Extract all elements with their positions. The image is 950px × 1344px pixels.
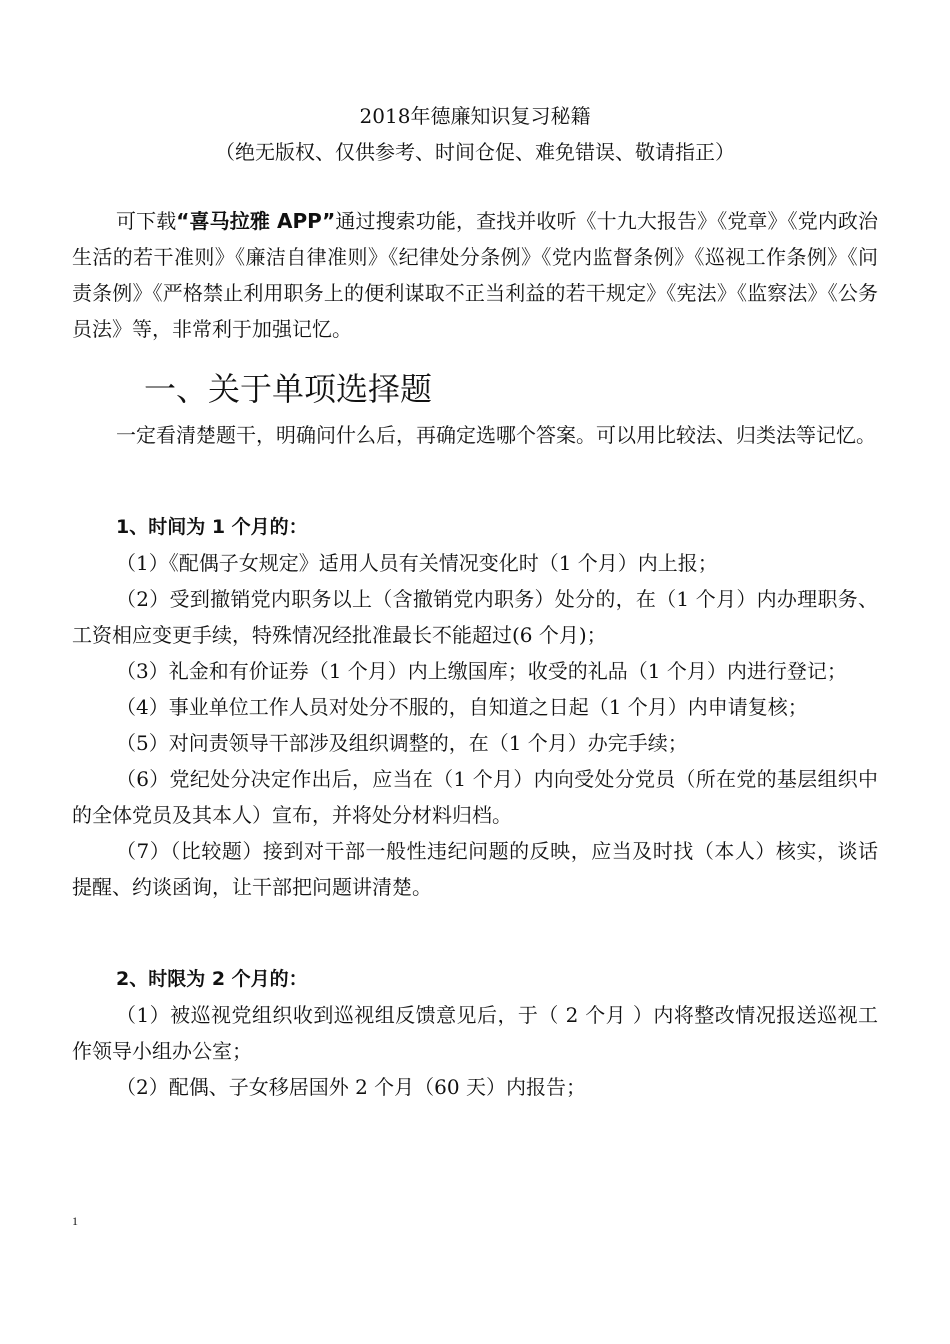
document-subtitle: （绝无版权、仅供参考、时间仓促、难免错误、敬请指正） [215, 140, 735, 164]
group1-item: （5）对问责领导干部涉及组织调整的，在（1 个月）办完手续； [116, 731, 688, 755]
group1-item: （7）（比较题）接到对干部一般性违纪问题的反映，应当及时找（本人）核实，谈话提醒、约谈函询，让干部把问题讲清楚。 [72, 839, 878, 899]
group2-heading: 2、时限为 2 个月的： [116, 968, 308, 990]
intro-app-name: “喜马拉雅 APP” [176, 209, 336, 233]
group1-item: （6）党纪处分决定作出后，应当在（1 个月）内向受处分党员（所在党的基层组织中的全体党员及其本人）宣布，并将处分材料归档。 [72, 767, 878, 827]
group2-item: （2）配偶、子女移居国外 2 个月（60 天）内报告； [116, 1075, 586, 1099]
intro-before: 可下载 [116, 209, 177, 233]
intro-after: 通过搜索功能，查找并收听《十九大报告》《党章》《党内政治生活的若干准则》《廉洁自律准则》《纪律处分条例》《党内监督条例》《巡视工作条例》《问责条例》《严格禁止利用职务上的便利谋取不正当利益的若干规定》《宪法》《监察法》《公务员法》等，非常利于加强记忆。 [72, 209, 879, 341]
group2-item: （1）被巡视党组织收到巡视组反馈意见后，于（ 2 个月 ）内将整改情况报送巡视工作领导小组办公室； [72, 1003, 878, 1063]
spacer [72, 905, 878, 961]
group1-item: （1）《配偶子女规定》适用人员有关情况变化时（1 个月）内上报； [116, 551, 718, 575]
group1-heading: 1、时间为 1 个月的： [116, 516, 308, 538]
intro-paragraph [72, 203, 878, 347]
spacer [72, 453, 878, 509]
section-heading: 一、关于单项选择题 [144, 370, 433, 408]
document-title: 2018年德廉知识复习秘籍 [359, 104, 591, 128]
group1-item: （4）事业单位工作人员对处分不服的，自知道之日起（1 个月）内申请复核； [116, 695, 808, 719]
page-number: 1 [72, 1214, 78, 1228]
section-description: 一定看清楚题干，明确问什么后，再确定选哪个答案。可以用比较法、归类法等记忆。 [116, 423, 876, 447]
group1-item: （3）礼金和有价证券（1 个月）内上缴国库；收受的礼品（1 个月）内进行登记； [116, 659, 847, 683]
document-body [72, 203, 878, 1105]
group1-item: （2）受到撤销党内职务以上（含撤销党内职务）处分的，在（1 个月）内办理职务、工资相应变更手续，特殊情况经批准最长不能超过(6 个月)； [72, 587, 878, 647]
